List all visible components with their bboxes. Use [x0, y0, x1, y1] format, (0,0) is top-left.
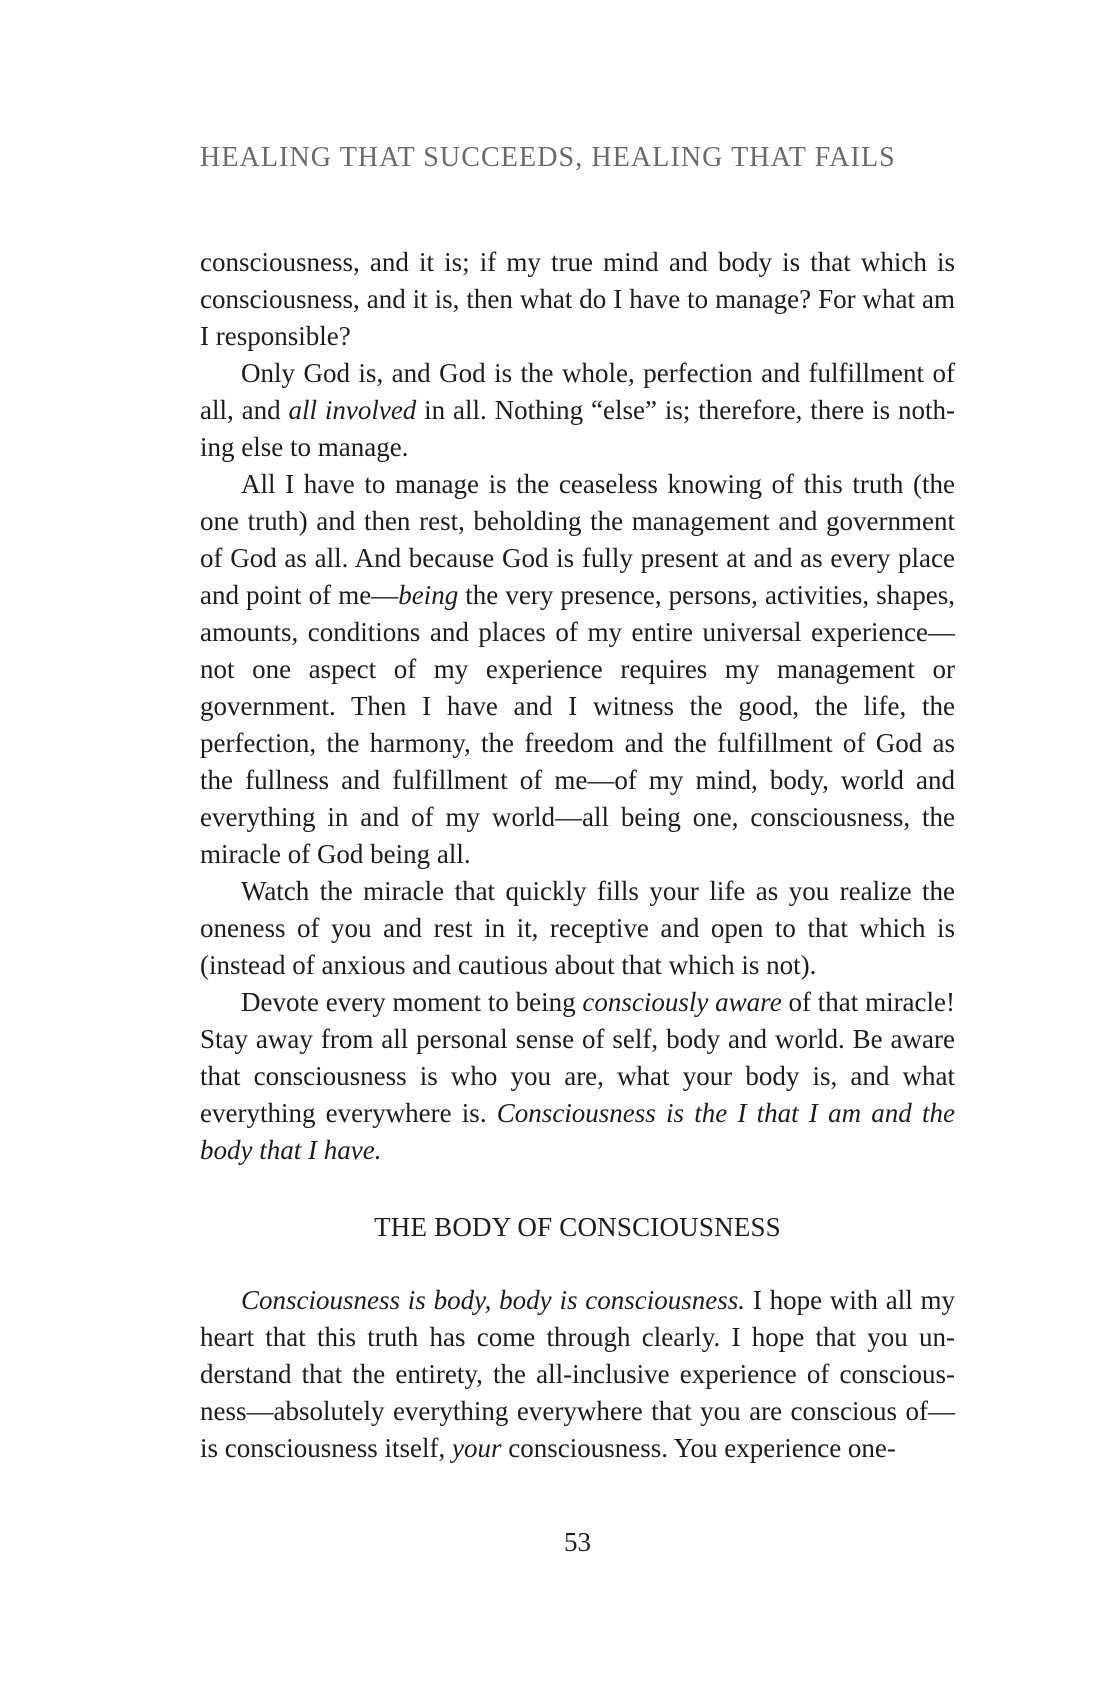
paragraph-5-text-a: Devote every moment to being — [241, 987, 583, 1017]
page-number: 53 — [564, 1527, 591, 1557]
running-head: HEALING THAT SUCCEEDS, HEALING THAT FAILS — [200, 142, 896, 173]
paragraph-2-text-a: Only God is, and God is the whole, perfection and fulfillment of all, and — [200, 358, 955, 425]
paragraph-5-emphasis-1: consciously aware — [582, 987, 782, 1017]
paragraph-5-emphasis-2: Consciousness is the I that I am and the body that I have. — [200, 1098, 955, 1165]
paragraph-5-text-b: of that miracle! Stay away from all personal sense of self, body and world. Be aware that consciousness is who you are, what your body is, and what everything everywhere is. — [200, 987, 956, 1128]
section-paragraph-1-text-a: I hope with all my heart that this truth has come through clearly. I hope that you understand that the entirety, the all-inclusive experience of consciousness—absolutely everything everywhere that you are conscious of—is consciousness itself, — [200, 1285, 955, 1463]
paragraph-3-text-b: the very presence, persons, activities, shapes, amounts, conditions and places of my entire universal experience—not one aspect of my experience requires my management or government. Then I have and I witness the good, the life, the perfection, the harmony, the freedom and the fulfillment of God as the fullness and fulfillment of me—of my mind, body, world and everything in and of my world—all being one, consciousness, the miracle of God being all. — [200, 580, 955, 869]
section-body-text — [200, 1282, 955, 1467]
paragraph-1: consciousness, and it is; if my true mind and body is that which is consciousness, and it is, then what do I have to manage? For what am I responsible? — [200, 247, 955, 351]
paragraph-2-emphasis: all involved — [288, 395, 417, 425]
section-paragraph-1 — [200, 1282, 955, 1467]
section-heading: THE BODY OF CONSCIOUSNESS — [374, 1212, 781, 1242]
paragraph-2-text-b: in all. Nothing “else” is; therefore, there is nothing else to manage. — [200, 395, 955, 462]
paragraph-3 — [200, 466, 955, 873]
paragraph-3-text-a: All I have to manage is the ceaseless knowing of this truth (the one truth) and then rest, beholding the management and government of God as all. And because God is fully present at and as every place and point of me— — [200, 469, 955, 610]
paragraph-5 — [200, 984, 955, 1169]
paragraph-2 — [200, 355, 955, 466]
paragraph-3-emphasis: being — [398, 580, 459, 610]
paragraph-4: Watch the miracle that quickly fills your life as you realize the oneness of you and rest in it, receptive and open to that which is (instead of anxious and cautious about that which is not). — [200, 876, 955, 980]
section-paragraph-1-emphasis-1: Consciousness is body, body is consciousness. — [241, 1285, 746, 1315]
body-text — [200, 244, 955, 1169]
section-paragraph-1-emphasis-2: your — [451, 1433, 502, 1463]
section-paragraph-1-text-b: consciousness. You experience one- — [501, 1433, 896, 1463]
